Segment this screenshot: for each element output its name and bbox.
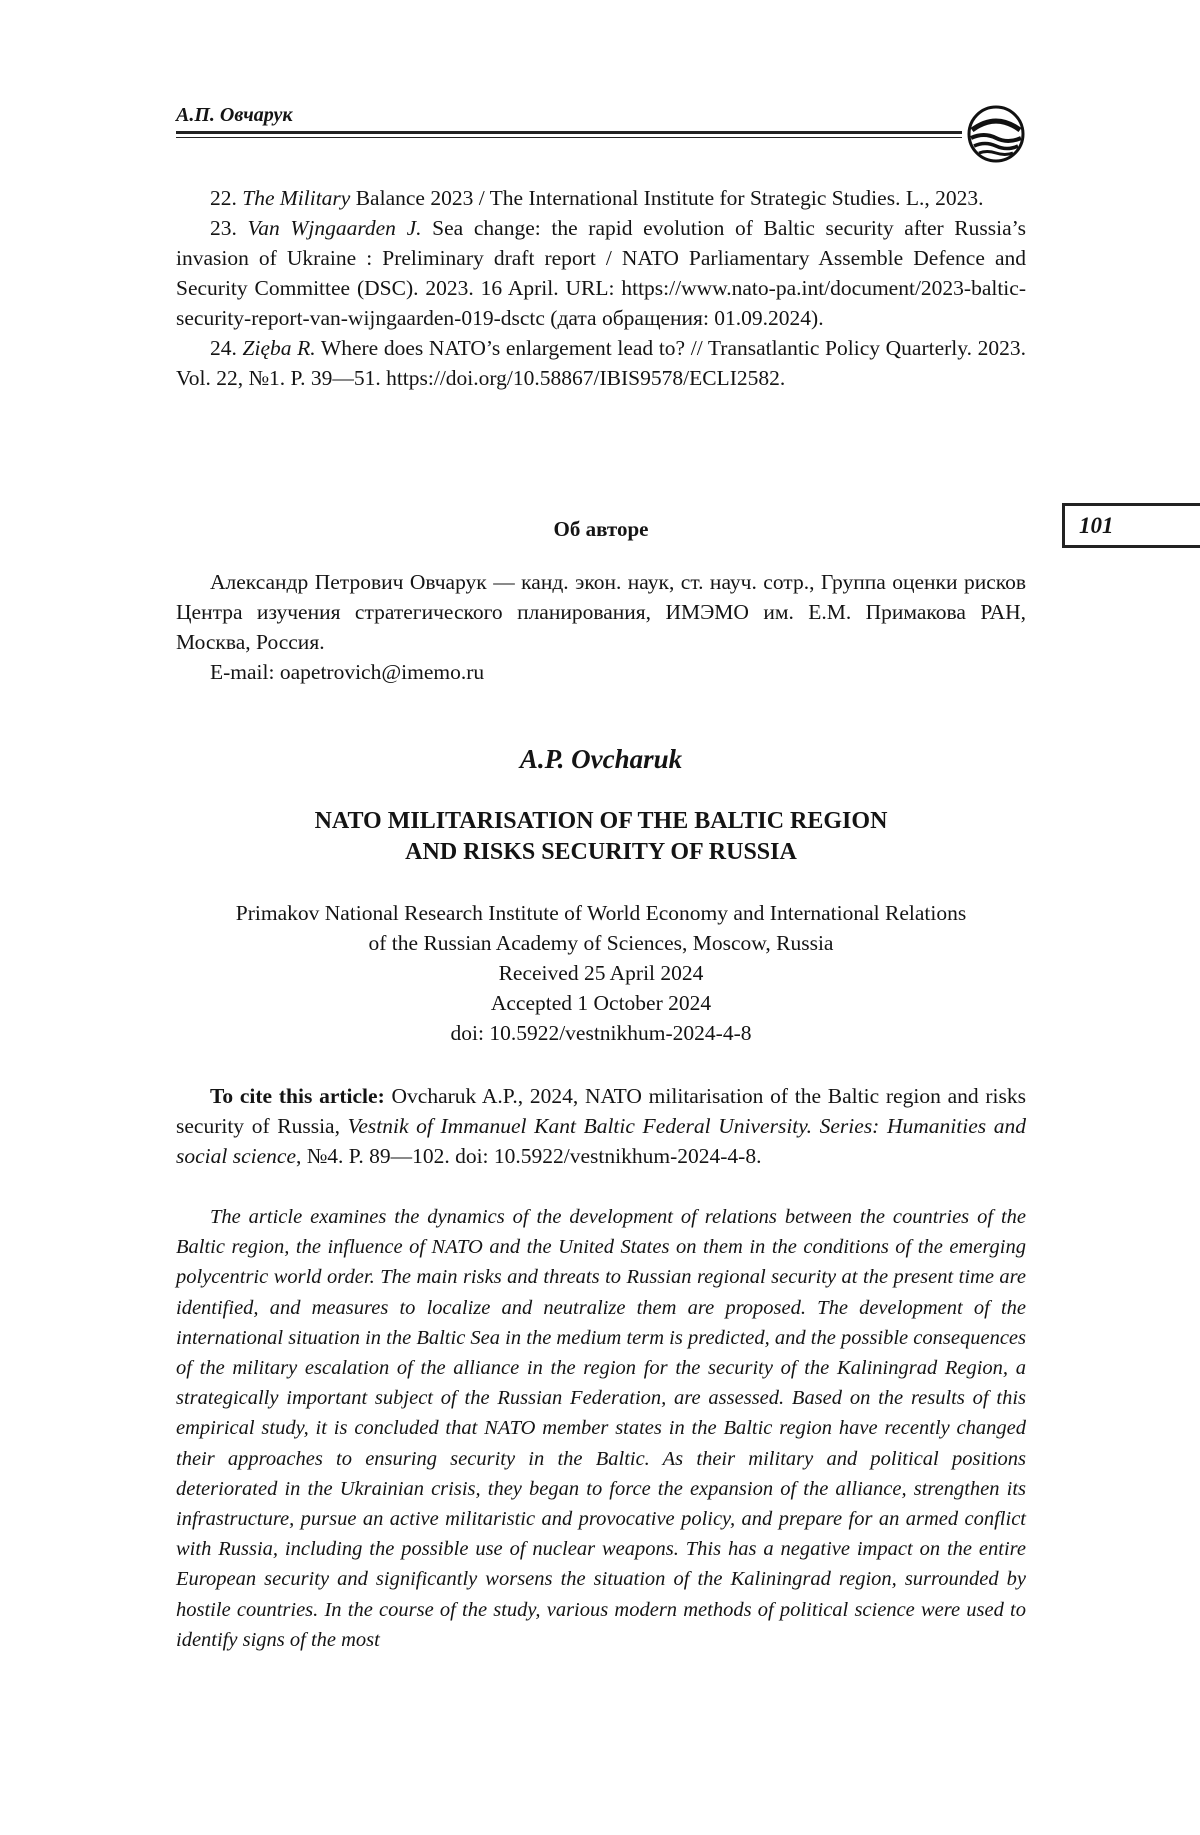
article-doi: doi: 10.5922/vestnikhum-2024-4-8 [450,1021,752,1045]
article-author: A.P. Ovcharuk [519,744,683,774]
about-author-bio: Александр Петрович Овчарук — канд. экон. наук, ст. науч. сотр., Группа оценки рисков Центра изучения стратегического планирования, ИМЭМО им. Е.М. Примакова РАН, Москва, Россия. [176,570,1026,654]
about-author-heading: Об авторе [553,517,649,541]
accepted-date: Accepted 1 October 2024 [490,991,712,1015]
header-rule [176,131,962,134]
reference-list [176,183,1026,393]
reference-item: 24. Zięba R. Where does NATO’s enlargement lead to? // Transatlantic Policy Quarterly. 2023. Vol. 22, №1. P. 39—51. https://doi.org/10.58867/IBIS9578/ECLI2582. [176,336,1027,390]
article-title: NATO MILITARISATION OF THE BALTIC REGION AND RISKS SECURITY OF RUSSIA [314,808,888,865]
about-author-email: E-mail: oapetrovich@imemo.ru [210,660,485,684]
citation-block: To cite this article: Ovcharuk A.P., 2024, NATO militarisation of the Baltic region and risks security of Russia, Vestnik of Immanuel Kant Baltic Federal University. Series: Humanities and social science, №4. P. 89—102. doi: 10.5922/vestnikhum-2024-4-8. [176,1084,1027,1168]
reference-item: 23. Van Wjngaarden J. Sea change: the rapid evolution of Baltic security after Russia’s invasion of Ukraine : Preliminary draft report / NATO Parliamentary Assemble Defence and Security Committee (DSC). 2023. 16 April. URL: https://www.nato-pa.int/document/2023-baltic-security-report-van-wijngaarden-019-dsctc (дата обращения: 01.09.2024). [176,216,1026,330]
about-author-text [176,567,1026,687]
article-abstract: The article examines the dynamics of the development of relations between the countries of the Baltic region, the influence of NATO and the United States on them in the conditions of the emerging polycentric world order. The main risks and threats to Russian regional security at the present time are identified, and measures to localize and neutralize them are proposed. The development of the international situation in the Baltic Sea in the medium term is predicted, and the possible consequences of the military escalation of the alliance in the region for the security of the Kaliningrad Region, a strategically important subject of the Russian Federation, are assessed. Based on the results of this empirical study, it is concluded that NATO member states in the Baltic region have recently changed their approaches to ensuring security in the Baltic. As their military and political positions deteriorated in the Ukrainian crisis, they began to force the expansion of the alliance, strengthen its infrastructure, pursue an active militaristic and provocative policy, and prepare for an armed conflict with Russia, including the possible use of nuclear weapons. This has a negative impact on the entire European security and significantly worsens the situation of the Kaliningrad region, surrounded by hostile countries. In the course of the study, various modern methods of political science were used to identify signs of the most [176,1206,1026,1651]
journal-logo-icon [966,104,1026,164]
reference-item: 22. The Military Balance 2023 / The International Institute for Strategic Studies. L., 2023. [210,186,984,210]
page-number: 101 [1062,503,1200,548]
header-rule-thin [176,137,962,138]
running-header-author: А.П. Овчарук [176,104,293,126]
received-date: Received 25 April 2024 [498,961,704,985]
article-affiliation: Primakov National Research Institute of World Economy and International Relations of the Russian Academy of Sciences, Moscow, Russia Received 25 April 2024 Accepted 1 October 2024 doi: 10.5922/vestnikhum-2024-4-8 [176,898,1026,1048]
